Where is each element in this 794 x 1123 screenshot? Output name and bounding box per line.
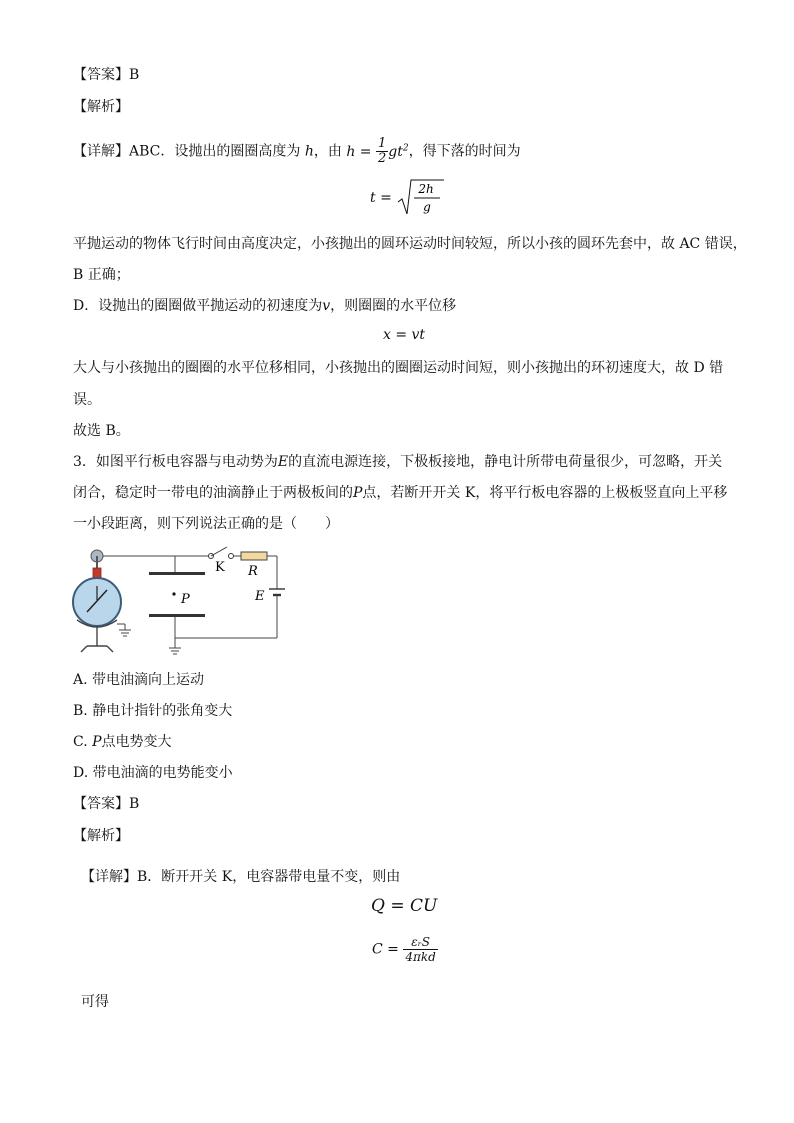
eq-t-left: t =	[370, 190, 392, 206]
svg-text:2h: 2h	[418, 182, 434, 196]
answer-line-1	[73, 65, 139, 85]
q3-l2b: 点，若断开开关 K，将平行板电容器的上极板竖直向上平移	[362, 485, 728, 501]
paragraph-3-line-1: 大人与小孩抛出的圈圈的水平位移相同，小孩抛出的圈圈运动时间短，则小孩抛出的环初速度大，故 D 错	[73, 360, 724, 376]
resistor-label: R	[248, 564, 258, 579]
var-P: P	[353, 485, 363, 501]
paragraph-2	[73, 296, 456, 316]
question-3-line-2	[73, 483, 727, 503]
conclusion-line: 故选 B。	[73, 423, 130, 439]
q3-l1a: 3．如图平行板电容器与电动势为	[73, 454, 278, 470]
switch-label: K	[215, 560, 225, 575]
fraction-half: $\frac{1}{2}$	[377, 136, 387, 167]
detail-line-2: 【详解】B．断开开关 K，电容器带电量不变，则由	[81, 869, 401, 885]
option-var-p: P	[92, 734, 102, 750]
option-b[interactable]	[73, 701, 232, 721]
detail-line-1	[73, 134, 521, 166]
answer-label: 【答案】	[73, 796, 129, 812]
paragraph-3-line-2: 误。	[73, 392, 101, 408]
analysis-label: 【解析】	[73, 99, 129, 115]
option-text: 带电油滴的电势能变小	[92, 765, 233, 781]
eq-c-fraction	[403, 935, 437, 964]
equation-t	[370, 178, 446, 218]
svg-text:g: g	[423, 200, 432, 214]
detail-suffix: ，得下落的时间为	[408, 143, 521, 160]
equation-c	[372, 935, 438, 964]
formula-h: h = $\frac{1}{2}$ $gt^2$	[346, 136, 409, 167]
detail-mid: ，由	[313, 143, 342, 160]
option-d[interactable]	[73, 763, 233, 783]
detail-text: 【详解】ABC．设抛出的圈圈高度为	[73, 143, 301, 160]
q3-l2a: 闭合，稳定时一带电的油滴静止于两极板间的	[73, 485, 353, 501]
question-3-line-1	[73, 452, 722, 472]
answer-label: 【答案】	[73, 67, 129, 83]
p2-prefix: D．设抛出的圈圈做平抛运动的初速度为	[73, 298, 323, 314]
option-letter: C.	[73, 734, 88, 750]
option-a[interactable]	[73, 670, 204, 690]
oil-drop	[172, 592, 175, 595]
option-text: 静电计指针的张角变大	[92, 703, 233, 719]
answer-value: B	[129, 796, 140, 812]
var-E: E	[277, 454, 289, 470]
eq-c-left: C =	[372, 941, 399, 958]
paragraph-1-line-2: B 正确；	[73, 267, 130, 283]
var-h: h	[304, 143, 314, 160]
upper-plate	[149, 572, 205, 575]
option-letter: B.	[73, 703, 88, 719]
circuit-diagram	[65, 542, 295, 662]
equation-q: Q = CU	[371, 896, 438, 916]
paragraph-1-line-1: 平抛运动的物体飞行时间由高度决定，小孩抛出的圆环运动时间较短，所以小孩的圆环先套中，故 AC 错误，	[73, 236, 747, 252]
point-p-label: P	[181, 592, 190, 607]
q3-l1b: 的直流电源连接，下极板接地，静电计所带电荷量很少，可忽略，开关	[288, 454, 723, 470]
emf-label: E	[255, 589, 265, 604]
option-c[interactable]	[73, 732, 172, 752]
answer-value: B	[129, 67, 140, 83]
equation-x: x = vt	[383, 327, 426, 343]
p2-suffix: ，则圈圈的水平位移	[330, 298, 457, 314]
sqrt-fraction	[396, 178, 446, 218]
analysis-label-2: 【解析】	[73, 828, 129, 844]
option-text: 点电势变大	[101, 734, 172, 750]
var-v: v	[322, 298, 331, 314]
eq-c-den: 4πkd	[405, 950, 436, 964]
question-3-line-3: 一小段距离，则下列说法正确的是（ ）	[73, 516, 339, 532]
lower-plate	[149, 614, 205, 617]
resistor	[241, 552, 267, 560]
option-letter: D.	[73, 765, 89, 781]
option-text: 带电油滴向上运动	[92, 672, 205, 688]
answer-line-2	[73, 794, 139, 814]
option-letter: A.	[73, 672, 88, 688]
eq-c-num: εᵣS	[403, 935, 437, 950]
conclude-line: 可得	[81, 994, 109, 1010]
